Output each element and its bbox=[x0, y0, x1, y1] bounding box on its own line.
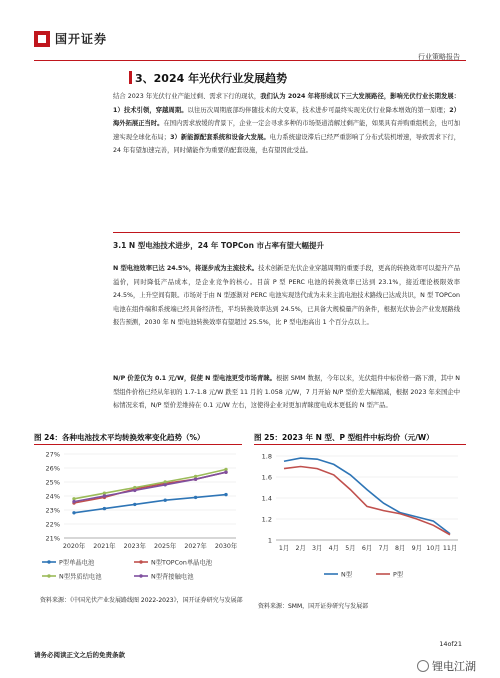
data-point bbox=[103, 507, 106, 510]
report-type: 行业策略报告 bbox=[418, 53, 460, 61]
price-text: 根据 SMM 数据，今年以来，光伏组件中标价格一路下滑，其中 N 型组件价格已经从年初的 1.7-1.8 元/W 跌至 11 月的 1.058 元/W，7 月开始 N/P 型价差大幅缩减，根据 2023 年来国企中标情况来看，N/P 型价差维持在 0.1 元/W 左右，这使得企业对更加青睐度电成本更低的 N 型产品。 bbox=[113, 375, 460, 409]
wechat-icon bbox=[417, 660, 429, 672]
legend-marker bbox=[47, 574, 50, 577]
legend-label: N型TOPCon单晶电池 bbox=[151, 559, 213, 567]
x-tick-label: 4月 bbox=[328, 545, 339, 552]
y-tick-label: 24% bbox=[45, 492, 60, 501]
brand-logo bbox=[34, 30, 107, 47]
legend-label: N型背接触电池 bbox=[151, 573, 194, 581]
x-tick-label: 2030年 bbox=[214, 543, 238, 550]
y-tick-label: 1.4 bbox=[261, 494, 272, 503]
price-bold: N/P 价差仅为 0.1 元/W，促使 N 型电池更受市场青睐。 bbox=[113, 375, 277, 382]
x-tick-label: 5月 bbox=[345, 545, 356, 552]
brand-logo-icon bbox=[34, 31, 50, 47]
x-tick-label: 2月 bbox=[295, 545, 306, 552]
y-tick-label: 1.2 bbox=[261, 515, 272, 524]
data-point bbox=[133, 489, 136, 492]
data-point bbox=[224, 493, 227, 496]
brand-name: 国开证券 bbox=[55, 32, 108, 46]
data-point bbox=[164, 499, 167, 502]
y-tick-label: 1.8 bbox=[261, 452, 272, 461]
legend-label: N型异质结电池 bbox=[59, 573, 102, 581]
fig25-divider bbox=[254, 444, 466, 445]
header-divider bbox=[34, 60, 466, 61]
intro-paragraph bbox=[113, 90, 460, 158]
data-point bbox=[194, 478, 197, 481]
legend-label: P型单晶电池 bbox=[59, 559, 95, 567]
subsection-divider bbox=[113, 232, 460, 233]
legend-marker bbox=[139, 560, 142, 563]
y-tick-label: 23% bbox=[45, 506, 60, 515]
x-tick-label: 6月 bbox=[361, 545, 373, 552]
data-point bbox=[194, 496, 197, 499]
fig24-source: 资料来源：《中国光伏产业发展路线图 2022-2023》，国开证券研究与发展部 bbox=[40, 597, 243, 604]
y-tick-label: 26% bbox=[45, 464, 60, 473]
x-tick-label: 10月 bbox=[426, 545, 441, 552]
legend-marker bbox=[47, 560, 50, 563]
price-paragraph bbox=[113, 372, 460, 413]
intro-text: 以往历次周期底部均伴随技术的大变革，技术进步可最终实现光伏行业降本增效的第一原理； bbox=[187, 106, 450, 114]
data-point bbox=[103, 494, 106, 497]
data-point bbox=[72, 500, 75, 503]
data-point bbox=[164, 483, 167, 486]
legend-label: N型 bbox=[341, 571, 353, 579]
x-tick-label: 2025年 bbox=[154, 543, 177, 550]
series-line bbox=[74, 469, 226, 498]
legend-label: P型 bbox=[393, 571, 404, 579]
y-tick-label: 1 bbox=[267, 536, 272, 545]
fig24-chart bbox=[34, 448, 242, 588]
intro-bold: 我们认为 2024 年将形成以下三大发展路径，影响光伏行业长期发展：1）技术引领，穿越周期。 bbox=[113, 93, 461, 114]
legend-marker bbox=[139, 574, 142, 577]
fig24-divider bbox=[34, 444, 242, 445]
x-tick-label: 3月 bbox=[312, 545, 323, 552]
y-tick-label: 1.6 bbox=[261, 473, 272, 482]
x-tick-label: 7月 bbox=[378, 545, 389, 552]
disclaimer-note: 请务必阅读正文之后的免责条款 bbox=[34, 651, 125, 659]
tech-bold: N 型电池效率已达 24.5%，将逐步成为主流技术。 bbox=[113, 265, 259, 272]
fig25-source: 资料来源：SMM，国开证券研究与发展部 bbox=[258, 603, 369, 610]
intro-text: 电力系统建设滞后已经严重影响了分布式装机增速，导致需求下行，24 年有望加速完善，同时储能作为重要的配套设施，也有望因此受益。 bbox=[113, 133, 461, 154]
x-tick-label: 2021年 bbox=[93, 543, 116, 550]
intro-text: 在国内需求放缓的背景下，企业一定会寻求多种的市场渠道消解过剩产能，如果具有并购重组机会，也可加速实现全球化布局； bbox=[113, 120, 461, 141]
page-number: 14of21 bbox=[439, 640, 462, 648]
x-tick-label: 11月 bbox=[442, 545, 458, 552]
fig25-chart bbox=[254, 448, 466, 588]
x-tick-label: 1月 bbox=[278, 545, 290, 552]
x-tick-label: 2020年 bbox=[62, 543, 86, 550]
x-tick-label: 8月 bbox=[395, 545, 406, 552]
y-tick-label: 22% bbox=[45, 520, 60, 529]
y-tick-label: 21% bbox=[45, 534, 60, 543]
data-point bbox=[133, 503, 136, 506]
tech-paragraph bbox=[113, 262, 460, 330]
section-title: 3、2024 年光伏行业发展趋势 bbox=[135, 72, 288, 85]
tech-text: 技术创新是光伏企业穿越周期的重要手段，更高的转换效率可以提升产品溢价，同时降低产品成本，是企业竞争的核心。目前 P 型 PERC 电池的转换效率已达到 23.1%，接近理论极限效率 24.5%，上升空间有限。市场对于由 N 型逐渐对 PERC 电池实现迭代成为未来主流电池技术路线已达成共识，N 型 TOPCon 电池在组件端和系统端已经具备经济性，平均转换效率达到 24.5%，已具备大规模量产的条件，根据光伏协会产业发展路线报告预测，2030 年 N 型电池转换效率有望超过 25.5%，比 P 型电池高出 1 个百分点以上。 bbox=[113, 265, 461, 326]
watermark bbox=[417, 658, 476, 674]
x-tick-label: 2027年 bbox=[184, 543, 207, 550]
fig24-title: 图 24：各种电池技术平均转换效率变化趋势（%） bbox=[34, 433, 205, 442]
subsection-title: 3.1 N 型电池技术进步，24 年 TOPCon 市占率有望大幅提升 bbox=[113, 241, 325, 250]
fig25-title: 图 25：2023 年 N 型、P 型组件中标均价（元/W） bbox=[254, 433, 434, 442]
watermark-text: 锂电江湖 bbox=[432, 660, 476, 673]
intro-text: 结合 2023 年光伏行业产能过剩、需求下行的现状， bbox=[113, 93, 261, 100]
y-tick-label: 25% bbox=[45, 478, 60, 487]
y-tick-label: 27% bbox=[45, 450, 60, 459]
intro-bold: 2）海外拓展正当时。 bbox=[113, 106, 460, 127]
data-point bbox=[72, 511, 75, 514]
x-tick-label: 9月 bbox=[411, 545, 422, 552]
intro-bold: 3）新能源配套系统和设备大发展。 bbox=[170, 133, 270, 141]
x-tick-label: 2023年 bbox=[123, 543, 146, 550]
data-point bbox=[224, 471, 227, 474]
